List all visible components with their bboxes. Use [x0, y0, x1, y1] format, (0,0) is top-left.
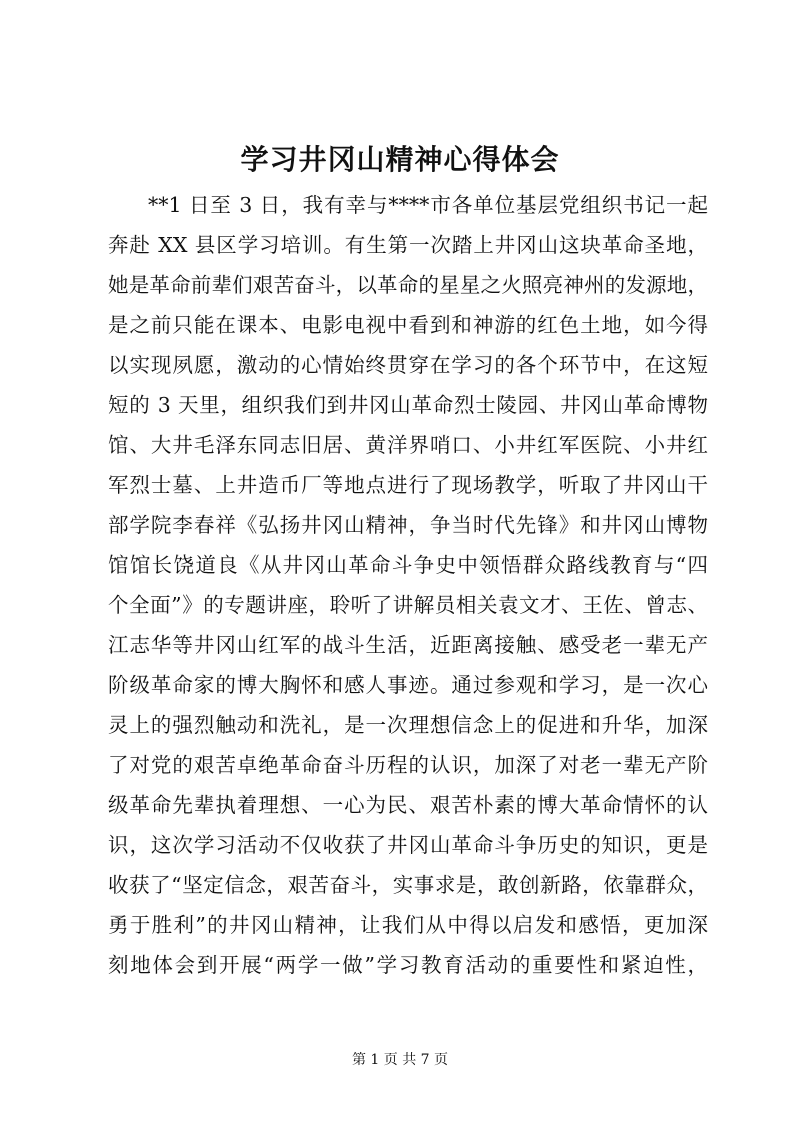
text-line: 级革命先辈执着理想、一心为民、艰苦朴素的博大革命情怀的认 — [108, 793, 708, 817]
text-line: 馆馆长饶道良《从井冈山革命斗争史中领悟群众路线教育与“四 — [108, 553, 708, 577]
text-line: 部学院李春祥《弘扬井冈山精神，争当时代先锋》和井冈山博物 — [108, 513, 708, 537]
text-line: 灵上的强烈触动和洗礼，是一次理想信念上的促进和升华，加深 — [108, 713, 708, 737]
text-line: 识，这次学习活动不仅收获了井冈山革命斗争历史的知识，更是 — [108, 833, 708, 857]
text-line: 馆、大井毛泽东同志旧居、黄洋界哨口、小井红军医院、小井红 — [108, 433, 708, 457]
text-line: 刻地体会到开展“两学一做”学习教育活动的重要性和紧迫性， — [108, 953, 708, 977]
text-line: 阶级革命家的博大胸怀和感人事迹。通过参观和学习，是一次心 — [108, 673, 708, 697]
text-line: 勇于胜利”的井冈山精神，让我们从中得以启发和感悟，更加深 — [108, 913, 708, 937]
text-line: 是之前只能在课本、电影电视中看到和神游的红色土地，如今得 — [108, 313, 708, 337]
body-paragraph — [108, 185, 708, 985]
text-line: 军烈士墓、上井造币厂等地点进行了现场教学，听取了井冈山干 — [108, 473, 708, 497]
text-line: 以实现夙愿，激动的心情始终贯穿在学习的各个环节中，在这短 — [108, 353, 708, 377]
text-line: 江志华等井冈山红军的战斗生活，近距离接触、感受老一辈无产 — [108, 633, 708, 657]
text-line: **1 日至 3 日，我有幸与****市各单位基层党组织书记一起 — [148, 193, 708, 217]
page-footer: 第 1 页 共 7 页 — [351, 1052, 449, 1068]
text-line: 奔赴 XX 县区学习培训。有生第一次踏上井冈山这块革命圣地， — [108, 233, 708, 257]
text-line: 她是革命前辈们艰苦奋斗，以革命的星星之火照亮神州的发源地， — [108, 273, 708, 297]
text-line: 短的 3 天里，组织我们到井冈山革命烈士陵园、井冈山革命博物 — [108, 393, 708, 417]
text-line: 了对党的艰苦卓绝革命奋斗历程的认识，加深了对老一辈无产阶 — [108, 753, 708, 777]
text-line: 收获了“坚定信念，艰苦奋斗，实事求是，敢创新路，依靠群众， — [108, 873, 708, 897]
document-title: 学习井冈山精神心得体会 — [240, 143, 560, 176]
text-line: 个全面”》的专题讲座，聆听了讲解员相关袁文才、王佐、曾志、 — [108, 593, 708, 617]
